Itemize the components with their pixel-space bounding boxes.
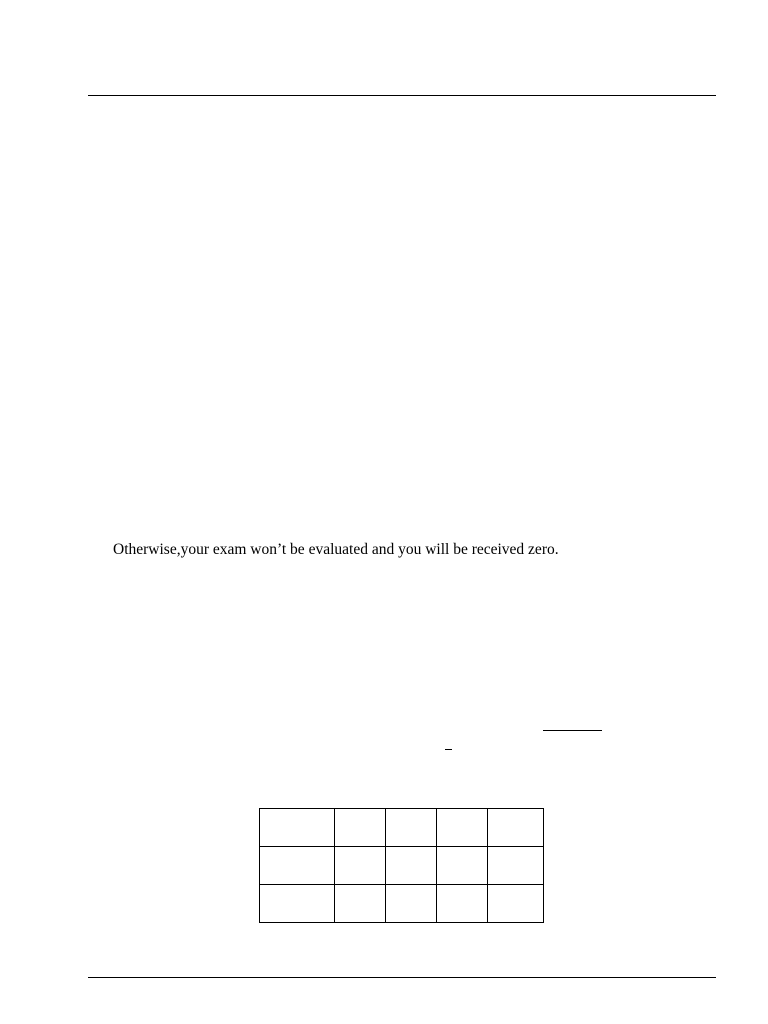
table-cell — [335, 885, 386, 923]
table-cell — [386, 847, 437, 885]
exam-notice: Otherwise,your exam won’t be evaluated and you will be received zero. — [113, 541, 559, 558]
table-cell — [437, 809, 488, 847]
answer-blank-line — [543, 730, 602, 731]
score-table — [259, 808, 544, 923]
table-row — [260, 885, 544, 923]
table-row — [260, 809, 544, 847]
table-cell — [437, 885, 488, 923]
table-cell — [488, 809, 544, 847]
table-cell — [260, 809, 335, 847]
table-cell — [386, 885, 437, 923]
table-row — [260, 847, 544, 885]
table-cell — [488, 847, 544, 885]
table-cell — [260, 847, 335, 885]
table-cell — [437, 847, 488, 885]
dash-mark — [445, 749, 452, 750]
header-rule — [88, 95, 716, 96]
table-cell — [488, 885, 544, 923]
table-cell — [386, 809, 437, 847]
table-cell — [335, 847, 386, 885]
table-cell — [335, 809, 386, 847]
footer-rule — [88, 977, 716, 978]
table-cell — [260, 885, 335, 923]
